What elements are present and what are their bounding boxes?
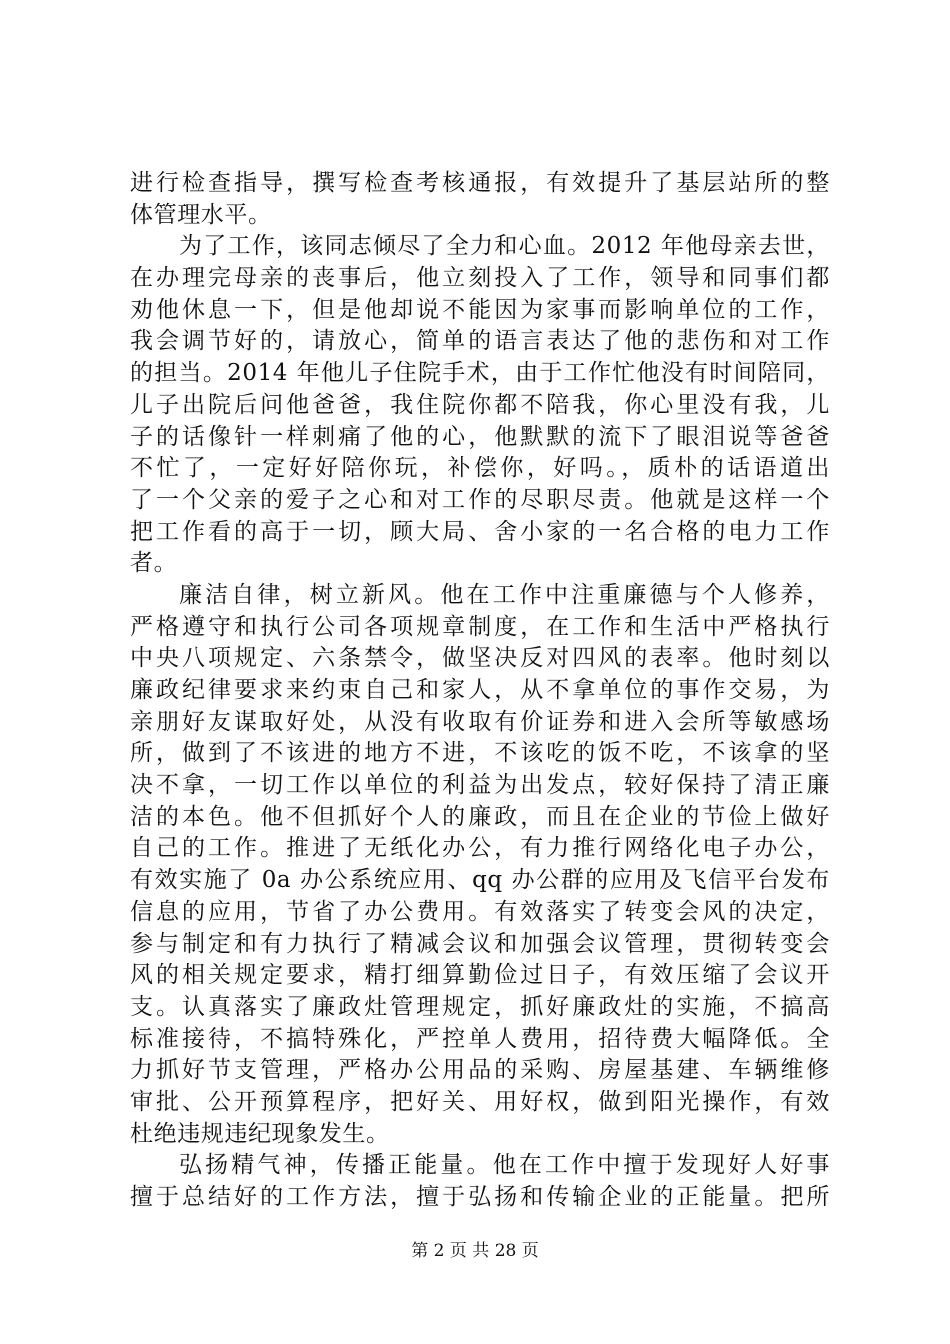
text-line: 严格遵守和执行公司各项规章制度，在工作和生活中严格执行 <box>130 613 830 640</box>
text-line: 中央八项规定、六条禁令，做坚决反对四风的表率。他时刻以 <box>130 645 830 672</box>
text-line: 把工作看的高于一切，顾大局、舍小家的一名合格的电力工作 <box>130 518 830 545</box>
text-line: 决不拿，一切工作以单位的利益为出发点，较好保持了清正廉 <box>130 772 830 799</box>
text-line: 力抓好节支管理，严格办公用品的采购、房屋基建、车辆维修 <box>130 1057 830 1084</box>
text-line: 廉洁自律，树立新风。他在工作中注重廉德与个人修养， <box>179 581 830 608</box>
text-line: 的担当。2014 年他儿子住院手术，由于工作忙他没有时间陪同， <box>130 360 830 387</box>
text-line: 支。认真落实了廉政灶管理规定，抓好廉政灶的实施，不搞高 <box>130 993 830 1020</box>
text-line: 信息的应用，节省了办公费用。有效落实了转变会风的决定， <box>130 898 830 925</box>
text-line: 了一个父亲的爱子之心和对工作的尽职尽责。他就是这样一个 <box>130 486 830 513</box>
text-line: 杜绝违规违纪现象发生。 <box>130 1120 390 1147</box>
text-line: 自己的工作。推进了无纸化办公，有力推行网络化电子办公， <box>130 835 830 862</box>
text-line: 参与制定和有力执行了精减会议和加强会议管理，贯彻转变会 <box>130 930 830 957</box>
body-text <box>130 168 830 1214</box>
text-line: 不忙了，一定好好陪你玩，补偿你，好吗。，质朴的话语道出 <box>130 455 830 482</box>
text-line: 擅于总结好的工作方法，擅于弘扬和传输企业的正能量。把所 <box>130 1184 830 1210</box>
text-line: 我会调节好的，请放心，简单的语言表达了他的悲伤和对工作 <box>130 328 830 355</box>
page-footer: 第 2 页 共 28 页 <box>411 1241 539 1261</box>
text-line: 所，做到了不该进的地方不进，不该吃的饭不吃，不该拿的坚 <box>130 740 830 767</box>
text-line: 亲朋好友谋取好处，从没有收取有价证券和进入会所等敏感场 <box>130 708 830 735</box>
text-line: 为了工作，该同志倾尽了全力和心血。2012 年他母亲去世， <box>179 233 830 260</box>
text-line: 子的话像针一样刺痛了他的心，他默默的流下了眼泪说等爸爸 <box>130 423 830 450</box>
text-line: 者。 <box>130 550 178 577</box>
text-line: 儿子出院后问他爸爸，我住院你都不陪我，你心里没有我，儿 <box>130 391 830 418</box>
text-line: 在办理完母亲的丧事后，他立刻投入了工作，领导和同事们都 <box>130 265 830 292</box>
text-line: 审批、公开预算程序，把好关、用好权，做到阳光操作，有效 <box>130 1088 830 1115</box>
text-line: 有效实施了 0a 办公系统应用、qq 办公群的应用及飞信平台发布 <box>130 867 830 894</box>
text-line: 洁的本色。他不但抓好个人的廉政，而且在企业的节俭上做好 <box>130 803 830 830</box>
text-line: 廉政纪律要求来约束自己和家人，从不拿单位的事作交易，为 <box>130 677 830 703</box>
text-line: 弘扬精气神，传播正能量。他在工作中擅于发现好人好事 <box>179 1152 830 1179</box>
text-line: 劝他休息一下，但是他却说不能因为家事而影响单位的工作， <box>130 296 830 323</box>
text-line: 标准接待，不搞特殊化，严控单人费用，招待费大幅降低。全 <box>130 1025 830 1052</box>
text-line: 体管理水平。 <box>130 201 272 228</box>
text-line: 进行检查指导，撰写检查考核通报，有效提升了基层站所的整 <box>130 170 830 196</box>
text-line: 风的相关规定要求，精打细算勤俭过日子，有效压缩了会议开 <box>130 962 830 989</box>
